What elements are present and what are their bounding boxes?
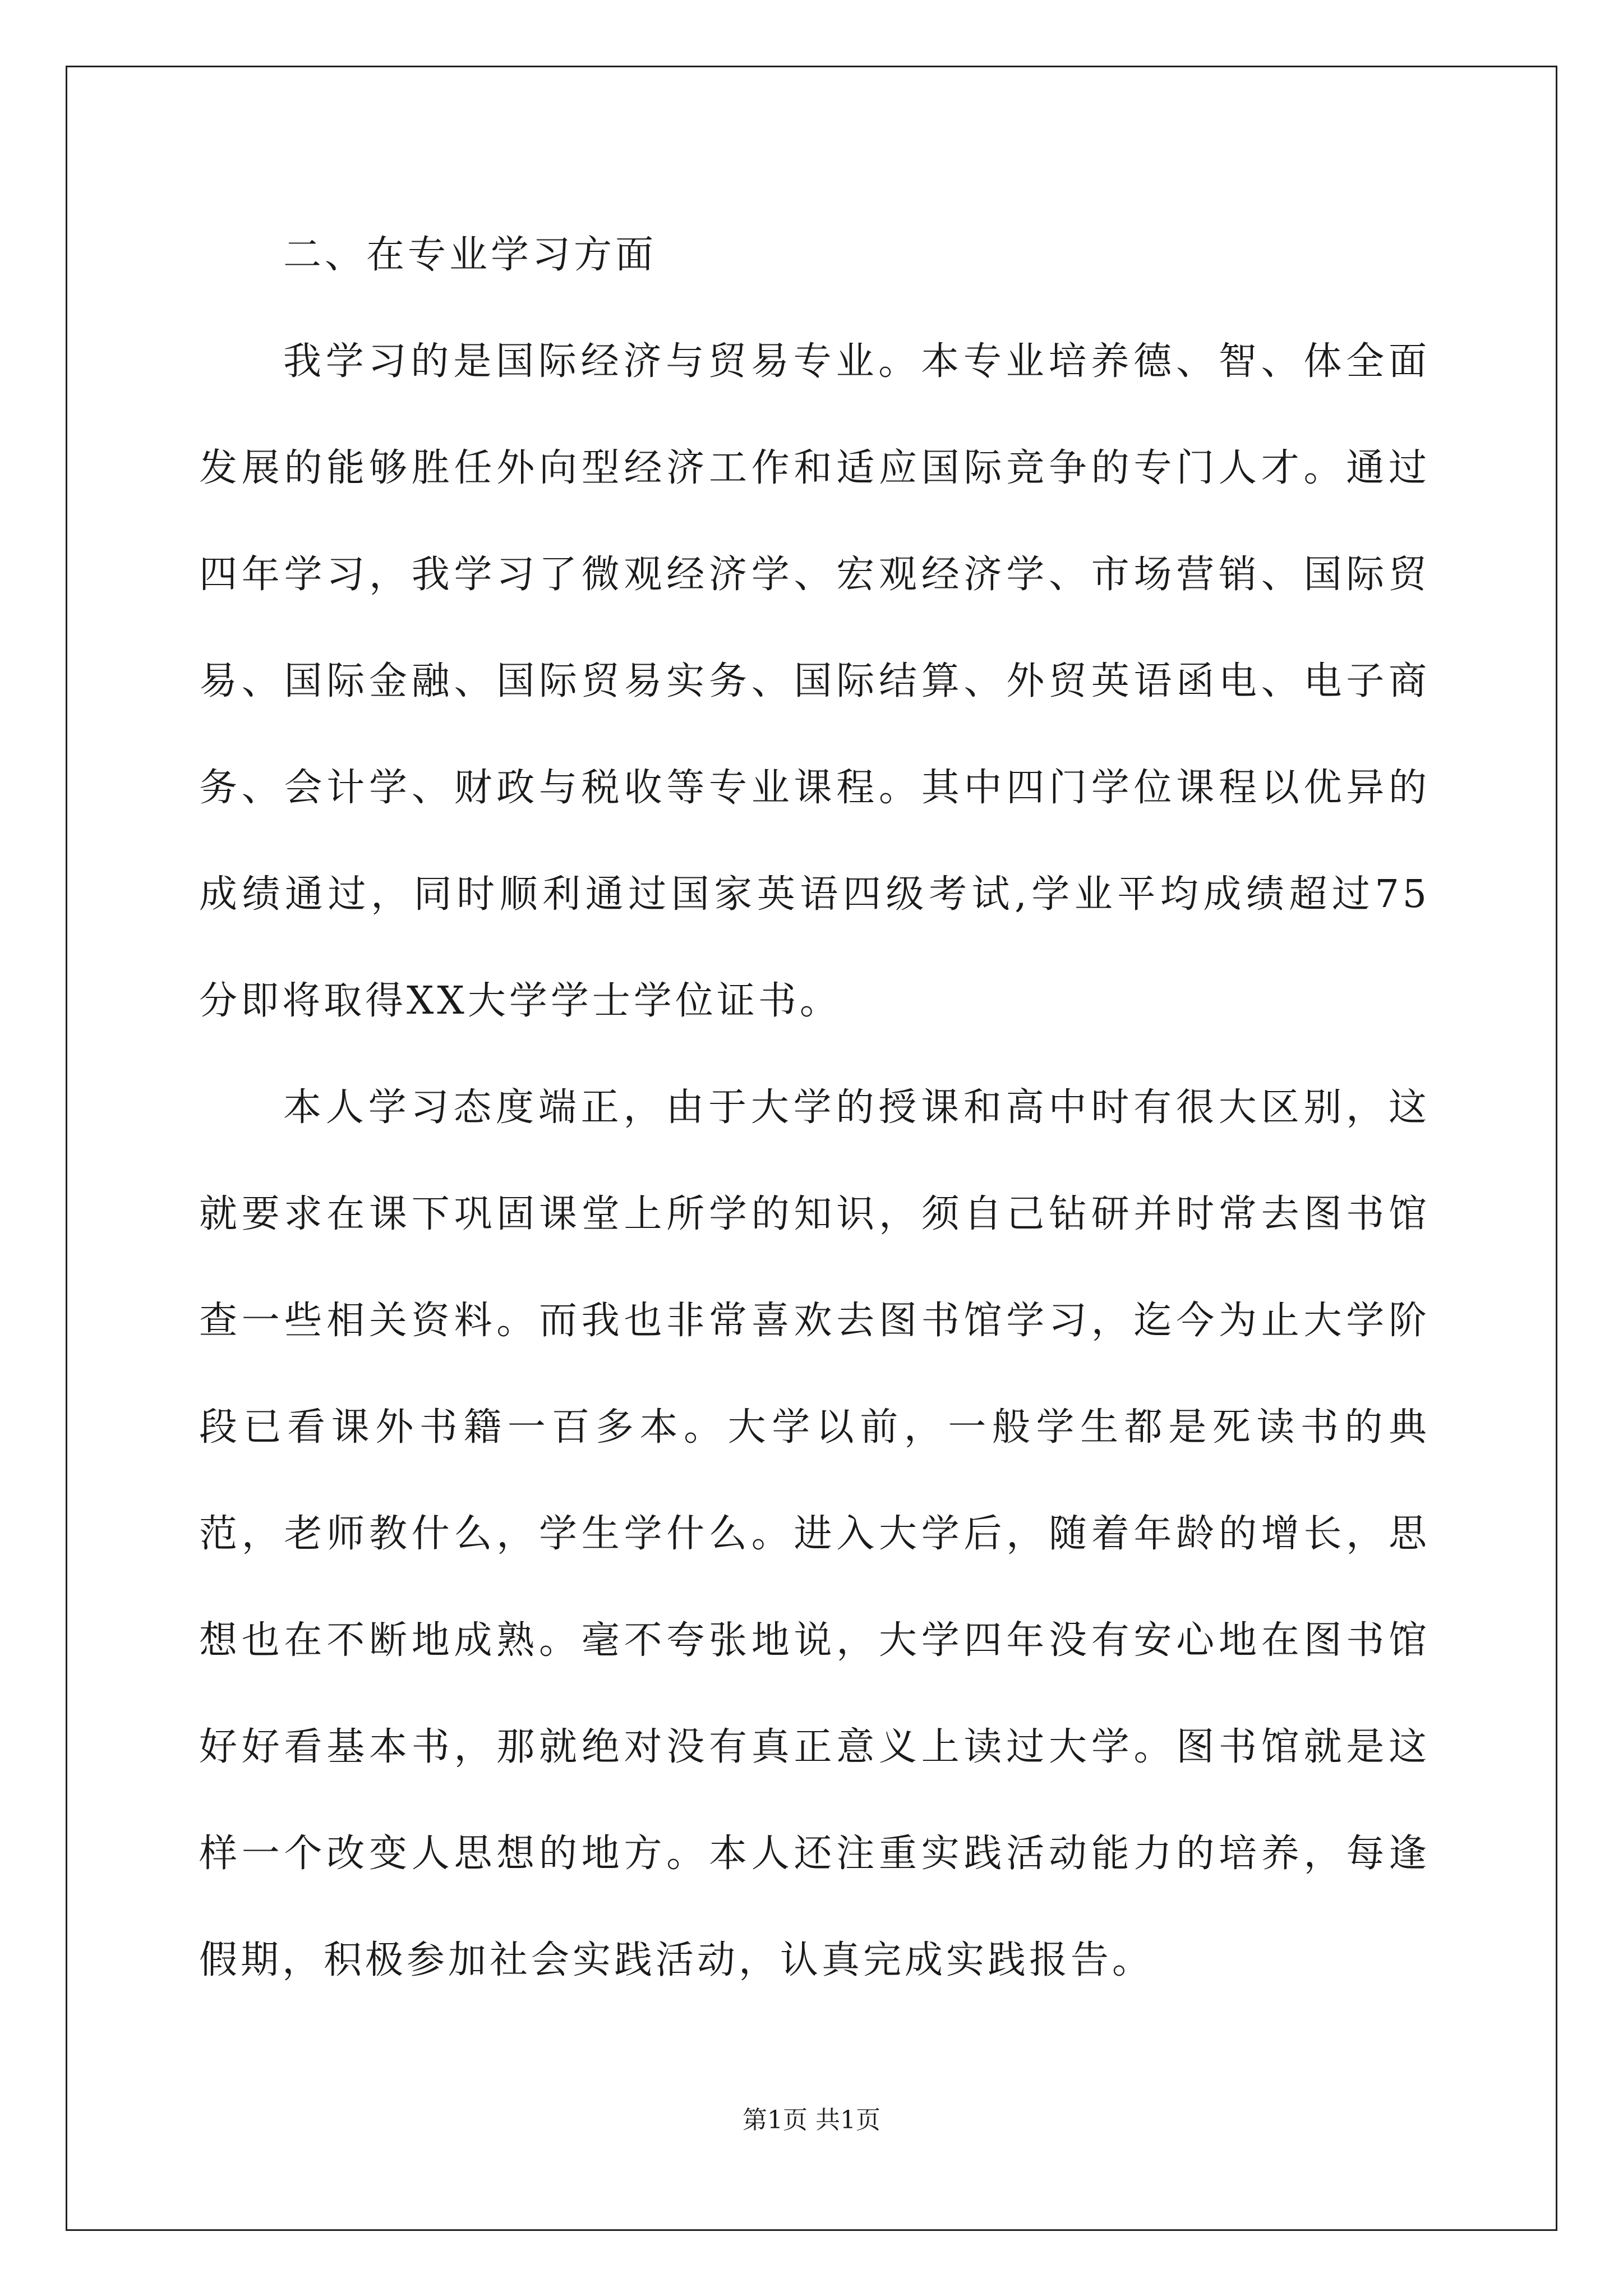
page-footer: 第1页 共1页	[743, 2106, 880, 2134]
document-body	[199, 202, 1430, 2014]
section-heading: 二、在专业学习方面	[283, 233, 657, 277]
paragraph-major: 我学习的是国际经济与贸易专业。本专业培养德、智、体全面发展的能够胜任外向型经济工作和适应国际竞争的专门人才。通过四年学习，我学习了微观经济学、宏观经济学、市场营销、国际贸易、国际金融、国际贸易实务、国际结算、外贸英语函电、电子商务、会计学、财政与税收等专业课程。其中四门学位课程以优异的成绩通过，同时顺利通过国家英语四级考试,学业平均成绩超过75分即将取得XX大学学士学位证书。	[199, 339, 1430, 1023]
paragraph-attitude: 本人学习态度端正，由于大学的授课和高中时有很大区别，这就要求在课下巩固课堂上所学的知识，须自己钻研并时常去图书馆查一些相关资料。而我也非常喜欢去图书馆学习，迄今为止大学阶段已看课外书籍一百多本。大学以前，一般学生都是死读书的典范，老师教什么，学生学什么。进入大学后，随着年龄的增长，思想也在不断地成熟。毫不夸张地说，大学四年没有安心地在图书馆好好看基本书，那就绝对没有真正意义上读过大学。图书馆就是这样一个改变人思想的地方。本人还注重实践活动能力的培养，每逢假期，积极参加社会实践活动，认真完成实践报告。	[199, 1085, 1430, 1982]
